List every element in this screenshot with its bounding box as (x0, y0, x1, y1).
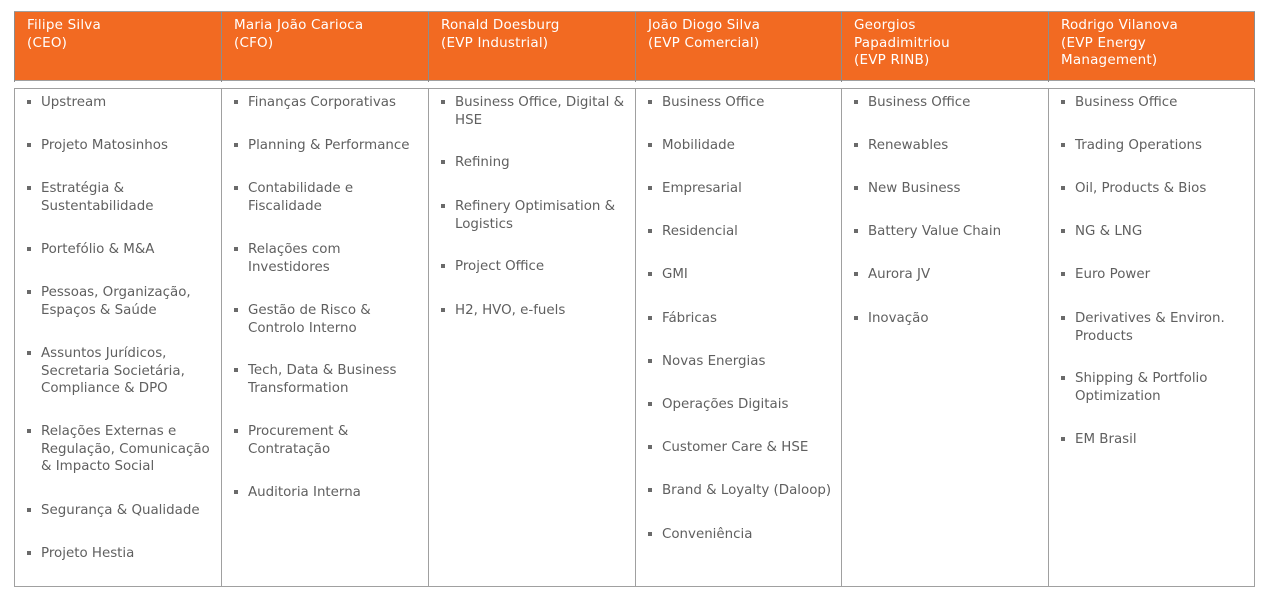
executive-name: Georgios Papadimitriou (854, 17, 950, 51)
list-item-label: GMI (662, 267, 688, 282)
list-item (854, 223, 1001, 241)
list-item (27, 180, 154, 215)
list-item (234, 137, 410, 155)
list-item (648, 94, 764, 112)
bullet-icon (854, 229, 858, 233)
list-item-label: Gestão de Risco & Controlo Interno (248, 303, 371, 336)
bullet-icon (854, 143, 858, 147)
header-cell-2 (221, 12, 428, 82)
executive-role: (EVP Industrial) (441, 34, 549, 51)
bullet-icon (648, 359, 652, 363)
list-item (441, 94, 624, 129)
executive-role: (CEO) (27, 34, 68, 51)
list-item-label: Renewables (868, 138, 949, 153)
executive-role: (EVP Comercial) (648, 34, 760, 51)
bullet-icon (648, 488, 652, 492)
bullet-icon (648, 186, 652, 190)
bullet-icon (234, 308, 238, 312)
bullet-icon (27, 100, 31, 104)
list-item (234, 180, 353, 215)
executive-name: João Diogo Silva (648, 17, 761, 33)
list-item (648, 439, 808, 457)
list-item-label: Residencial (662, 224, 738, 239)
executive-role: (EVP Energy Management) (1061, 34, 1158, 68)
list-item (234, 302, 371, 337)
list-item (648, 223, 738, 241)
list-item (27, 137, 168, 155)
bullet-icon (27, 351, 31, 355)
list-item (27, 284, 191, 319)
list-item-label: Empresarial (662, 181, 742, 196)
list-item-label: Relações com Investidores (248, 242, 341, 275)
list-item (1061, 431, 1137, 449)
list-item-label: Tech, Data & Business Transformation (248, 363, 397, 396)
list-item-label: Mobilidade (662, 138, 735, 153)
list-item-label: Aurora JV (868, 267, 931, 282)
list-item-label: Upstream (41, 95, 107, 110)
bullet-icon (234, 368, 238, 372)
list-item (648, 482, 831, 500)
list-item-label: Shipping & Portfolio Optimization (1075, 371, 1208, 404)
bullet-icon (234, 100, 238, 104)
responsibility-cell-2 (221, 89, 428, 586)
list-item-label: Euro Power (1075, 267, 1151, 282)
list-item (27, 345, 185, 398)
list-item-label: Business Office (662, 95, 765, 110)
list-item (234, 423, 348, 458)
list-item (1061, 180, 1206, 198)
list-item (854, 137, 948, 155)
list-item-label: Battery Value Chain (868, 224, 1002, 239)
bullet-icon (1061, 143, 1065, 147)
list-item (441, 198, 615, 233)
list-item-label: Conveniência (662, 527, 753, 542)
list-item-label: Refining (455, 155, 510, 170)
list-item (1061, 310, 1225, 345)
header-cell-3 (428, 12, 635, 82)
list-item (1061, 94, 1177, 112)
list-item-label: Relações Externas e Regulação, Comunicação & Impacto Social (41, 424, 210, 474)
responsibility-cell-5 (841, 89, 1048, 586)
list-item (1061, 266, 1150, 284)
list-item (854, 180, 961, 198)
list-item-label: Projeto Matosinhos (41, 138, 168, 153)
list-item-label: H2, HVO, e-fuels (455, 303, 566, 318)
list-item-label: Estratégia & Sustentabilidade (41, 181, 154, 214)
bullet-icon (27, 186, 31, 190)
list-item (1061, 370, 1207, 405)
list-item (441, 302, 565, 320)
bullet-icon (1061, 376, 1065, 380)
bullet-icon (1061, 229, 1065, 233)
header-cell-1 (14, 12, 221, 82)
bullet-icon (648, 445, 652, 449)
list-item-label: Trading Operations (1075, 138, 1203, 153)
list-item (234, 362, 396, 397)
list-item-label: Fábricas (662, 311, 717, 326)
bullet-icon (234, 143, 238, 147)
list-item-label: Novas Energias (662, 354, 766, 369)
list-item-label: Business Office, Digital & HSE (455, 95, 625, 128)
list-item-label: Projeto Hestia (41, 546, 135, 561)
responsibility-cell-4 (635, 89, 841, 586)
bullet-icon (441, 264, 445, 268)
list-item-label: Brand & Loyalty (Daloop) (662, 483, 832, 498)
list-item-label: Auditoria Interna (248, 485, 361, 500)
list-item (854, 94, 970, 112)
list-item (1061, 137, 1202, 155)
list-item (648, 526, 752, 544)
bullet-icon (648, 316, 652, 320)
list-item-label: NG & LNG (1075, 224, 1143, 239)
responsibility-cell-6 (1048, 89, 1255, 586)
bullet-icon (27, 290, 31, 294)
bullet-icon (234, 429, 238, 433)
executive-name: Ronald Doesburg (441, 17, 560, 33)
header-cell-6 (1048, 12, 1255, 82)
bullet-icon (1061, 186, 1065, 190)
list-item-label: Contabilidade e Fiscalidade (248, 181, 354, 214)
bullet-icon (854, 186, 858, 190)
bullet-icon (234, 247, 238, 251)
executive-role: (EVP RINB) (854, 52, 930, 68)
list-item (854, 266, 930, 284)
list-item-label: Business Office (868, 95, 971, 110)
bullet-icon (27, 247, 31, 251)
bullet-icon (648, 532, 652, 536)
list-item (27, 423, 210, 476)
list-item (27, 502, 200, 520)
list-item (27, 545, 134, 563)
bullet-icon (234, 186, 238, 190)
bullet-icon (27, 508, 31, 512)
bullet-icon (1061, 100, 1065, 104)
bullet-icon (1061, 316, 1065, 320)
bullet-icon (27, 551, 31, 555)
header-row (14, 11, 1255, 81)
list-item-label: Portefólio & M&A (41, 242, 155, 257)
list-item-label: Customer Care & HSE (662, 440, 809, 455)
bullet-icon (854, 272, 858, 276)
list-item-label: Procurement & Contratação (248, 424, 349, 457)
list-item-label: Project Office (455, 259, 545, 274)
executive-name: Rodrigo Vilanova (1061, 17, 1179, 33)
list-item (234, 241, 341, 276)
list-item (854, 310, 929, 328)
list-item-label: Planning & Performance (248, 138, 410, 153)
bullet-icon (441, 204, 445, 208)
list-item (27, 241, 154, 259)
bullet-icon (648, 402, 652, 406)
list-item-label: Business Office (1075, 95, 1178, 110)
executive-role: (CFO) (234, 34, 274, 51)
bullet-icon (1061, 272, 1065, 276)
list-item (648, 180, 742, 198)
bullet-icon (441, 160, 445, 164)
bullet-icon (648, 229, 652, 233)
executive-name: Filipe Silva (27, 17, 101, 33)
org-table (14, 11, 1255, 587)
list-item (441, 154, 510, 172)
list-item (441, 258, 544, 276)
body-row (14, 88, 1255, 587)
list-item-label: Refinery Optimisation & Logistics (455, 199, 616, 232)
list-item-label: Inovação (868, 311, 929, 326)
bullet-icon (27, 429, 31, 433)
list-item (648, 137, 735, 155)
list-item-label: Pessoas, Organização, Espaços & Saúde (41, 285, 191, 318)
list-item (1061, 223, 1142, 241)
list-item (648, 266, 688, 284)
header-cell-4 (635, 12, 841, 82)
list-item-label: Derivatives & Environ. Products (1075, 311, 1225, 344)
bullet-icon (27, 143, 31, 147)
list-item-label: New Business (868, 181, 961, 196)
bullet-icon (441, 308, 445, 312)
bullet-icon (648, 100, 652, 104)
bullet-icon (854, 316, 858, 320)
responsibility-cell-1 (14, 89, 221, 586)
list-item (648, 310, 717, 328)
list-item (234, 484, 361, 502)
executive-name: Maria João Carioca (234, 17, 364, 33)
header-cell-5 (841, 12, 1048, 82)
list-item-label: EM Brasil (1075, 432, 1137, 447)
list-item-label: Oil, Products & Bios (1075, 181, 1207, 196)
list-item-label: Finanças Corporativas (248, 95, 396, 110)
list-item-label: Operações Digitais (662, 397, 789, 412)
responsibility-cell-3 (428, 89, 635, 586)
list-item (234, 94, 396, 112)
bullet-icon (234, 490, 238, 494)
bullet-icon (854, 100, 858, 104)
bullet-icon (441, 100, 445, 104)
bullet-icon (648, 143, 652, 147)
bullet-icon (648, 272, 652, 276)
list-item (648, 353, 765, 371)
list-item (648, 396, 788, 414)
list-item-label: Assuntos Jurídicos, Secretaria Societária, Compliance & DPO (41, 346, 185, 396)
list-item-label: Segurança & Qualidade (41, 503, 200, 518)
bullet-icon (1061, 437, 1065, 441)
list-item (27, 94, 106, 112)
